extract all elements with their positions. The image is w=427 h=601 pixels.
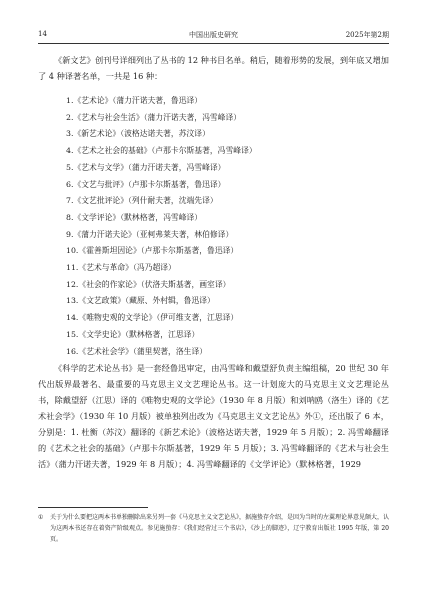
list-item: 8.《文学评论》（默林格著，冯雪峰译） (66, 212, 203, 222)
list-item: 12.《社会的作家论》（伏洛夫斯基著，画室译） (66, 279, 231, 289)
list-item: 6.《文艺与批评》（卢那卡尔斯基著，鲁迅译） (66, 179, 226, 189)
list-item: 7.《文艺批评论》（列什耐夫著，沈端先译） (66, 196, 218, 206)
list-item: 11.《艺术与革命》（冯乃超译） (66, 263, 176, 273)
list-item: 1.《艺术论》（蒲力汗诺夫著，鲁迅译） (66, 96, 203, 105)
list-item: 2.《艺术与社会生活》（蒲力汗诺夫著，冯雪峰译） (66, 112, 242, 122)
list-item: 4.《艺术之社会的基础》（卢那卡尔斯基著，冯雪峰译） (66, 146, 257, 156)
body-paragraph: 《科学的艺术论丛书》是一套经鲁迅审定，由冯雪峰和戴望舒负责主编组稿，20 世纪 30 年代出版界最著名、最重要的马克思主义文艺理论丛书。这一计划庞大的马克思主义文艺理论丛书，除戴望舒（江思）译的《唯物史观的文学论》（1930 年 8 月版）和刘呐鸥（洛生）译的《艺术社会学》（1930 年 10 月版）被单独列出改为《马克思主义文艺论丛》外①，还出版了 6 本，分别是：1. 杜衡（苏汶）翻译的《新艺术论》（波格达诺夫著，1929 年 5 月版）；2. 冯雪峰翻译的《艺术之社会的基础》（卢那卡尔斯基著，1929 年 5 月版）；3. 冯雪峰翻译的《艺术与社会生活》（蒲力汗诺夫著，1929 年 8 月版）；4. 冯雪峰翻译的《文学评论》（默林格著，1929 (38, 363, 389, 470)
main-text (38, 52, 389, 472)
list-item: 15.《文学史论》（默林格著，江思译） (66, 329, 200, 339)
list-item: 9.《蒲力汗诺夫论》（亚柯弗莱夫著，林伯修译） (66, 229, 234, 239)
footnote-text: 关于为什么要把这两本书单独删除出来另列一套《马克思主义文艺论丛》，据施蛰存介绍，是因为当时的左翼理论界意见颇大，认为这两本书还存在着资产阶级观点。参见施蛰存：《我们经营过三个书店》，《沙上的脚迹》，辽宁教育出版社 1995 年版，第 20 页。 (50, 514, 390, 543)
list-item: 10.《霍善斯坦因论》（卢那卡尔斯基著，鲁迅译） (66, 246, 239, 256)
list-item: 13.《文艺政策》（藏原、外村辑，鲁迅译） (66, 296, 215, 306)
list-item: 5.《艺术与文学》（蒲力汗诺夫著，冯雪峰译） (66, 162, 226, 172)
intro-paragraph: 《新文艺》创刊号详细列出了丛书的 12 种书目名单。稍后，随着形势的发展，到年底又增加了 4 种译著名单，一共是 16 种： (38, 55, 389, 81)
running-header (38, 30, 389, 42)
book-list (38, 93, 389, 360)
page-number: 14 (38, 30, 47, 38)
footnote-mark: ① (38, 514, 44, 521)
issue-label: 2025年第2期 (345, 31, 389, 39)
journal-title: 中国出版史研究 (189, 31, 238, 39)
list-item: 3.《新艺术论》（波格达诺夫著，苏汶译） (66, 129, 210, 139)
list-item: 14.《唯物史观的文学论》（伊可维支著，江思译） (66, 313, 239, 323)
list-item: 16.《艺术社会学》（蒲里契著，洛生译） (66, 346, 208, 356)
footnote-rule (38, 507, 148, 508)
header-rule (38, 43, 389, 44)
footnote (38, 512, 389, 545)
